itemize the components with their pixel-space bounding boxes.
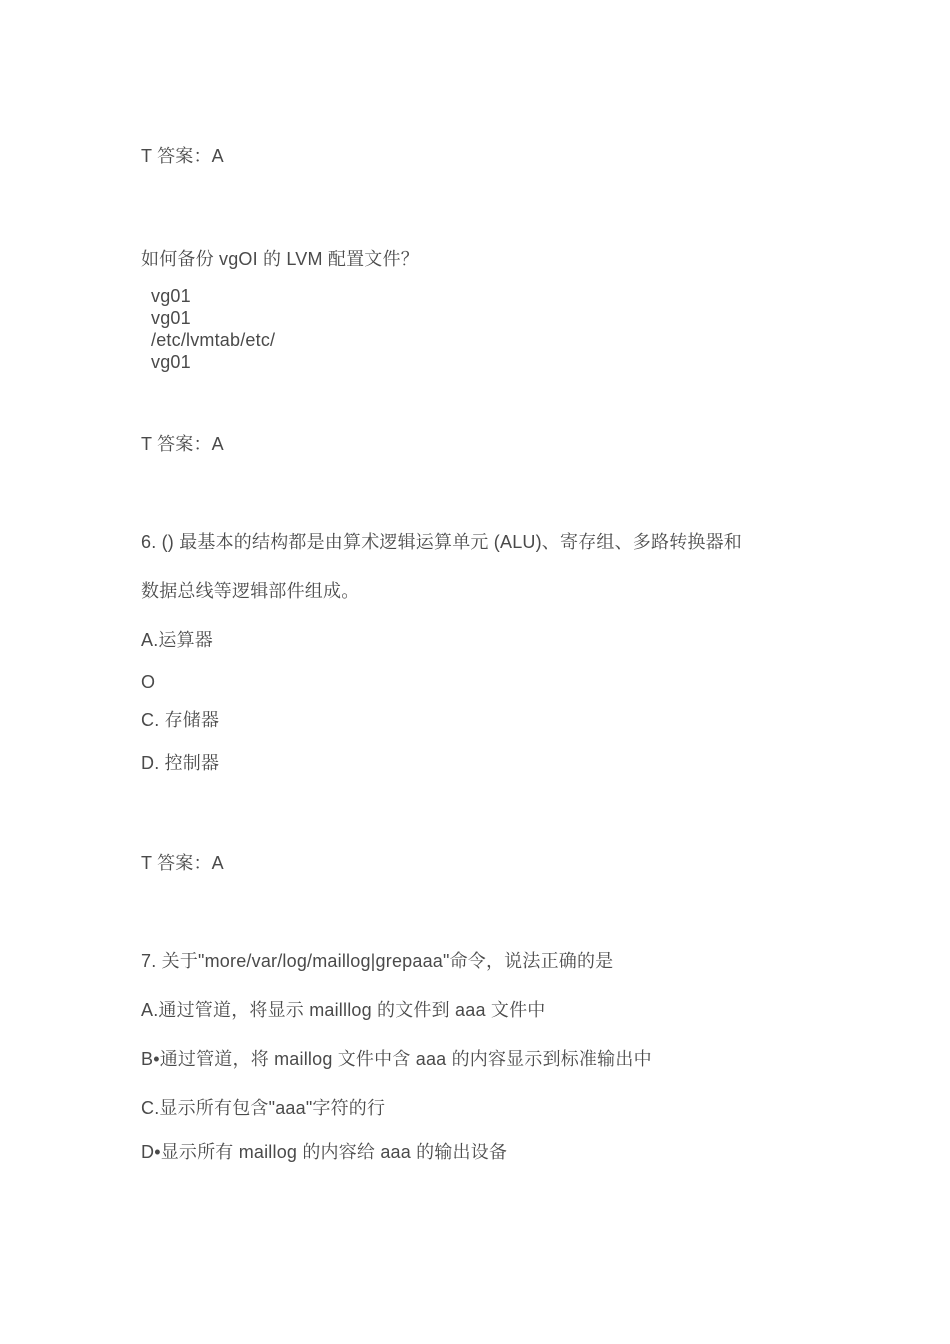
question-6-text: 6. () 最基本的结构都是由算术逻辑运算单元 (ALU)、寄存组、多路转换器和	[141, 532, 743, 552]
question-7-option: B•通过管道，将 maillog 文件中含 aaa 的内容显示到标准输出中	[141, 1049, 652, 1069]
question-5-text: 如何备份 vgOI 的 LVM 配置文件？	[141, 249, 419, 269]
answer-line-2: T 答案：A	[141, 434, 224, 454]
question-5-option: vg01	[151, 308, 191, 328]
question-7-option: C.显示所有包含"aaa"字符的行	[141, 1098, 386, 1118]
question-6-option: O	[141, 672, 156, 692]
question-7-text: 7. 关于"more/var/log/maillog|grepaaa"命令，说法正确的是	[141, 951, 614, 971]
question-5-option: /etc/lvmtab/etc/	[151, 330, 276, 350]
question-6-option: D. 控制器	[141, 753, 220, 773]
question-5-option: vg01	[151, 286, 191, 306]
question-6-option: C. 存储器	[141, 710, 220, 730]
question-7-option: A.通过管道，将显示 mailllog 的文件到 aaa 文件中	[141, 1000, 546, 1020]
answer-line-1: T 答案：A	[141, 146, 224, 166]
question-6-option: A.运算器	[141, 630, 214, 650]
question-6-text-cont: 数据总线等逻辑部件组成。	[141, 581, 360, 601]
question-5-option: vg01	[151, 352, 191, 372]
answer-line-3: T 答案：A	[141, 853, 224, 873]
question-7-option: D•显示所有 maillog 的内容给 aaa 的输出设备	[141, 1142, 508, 1162]
